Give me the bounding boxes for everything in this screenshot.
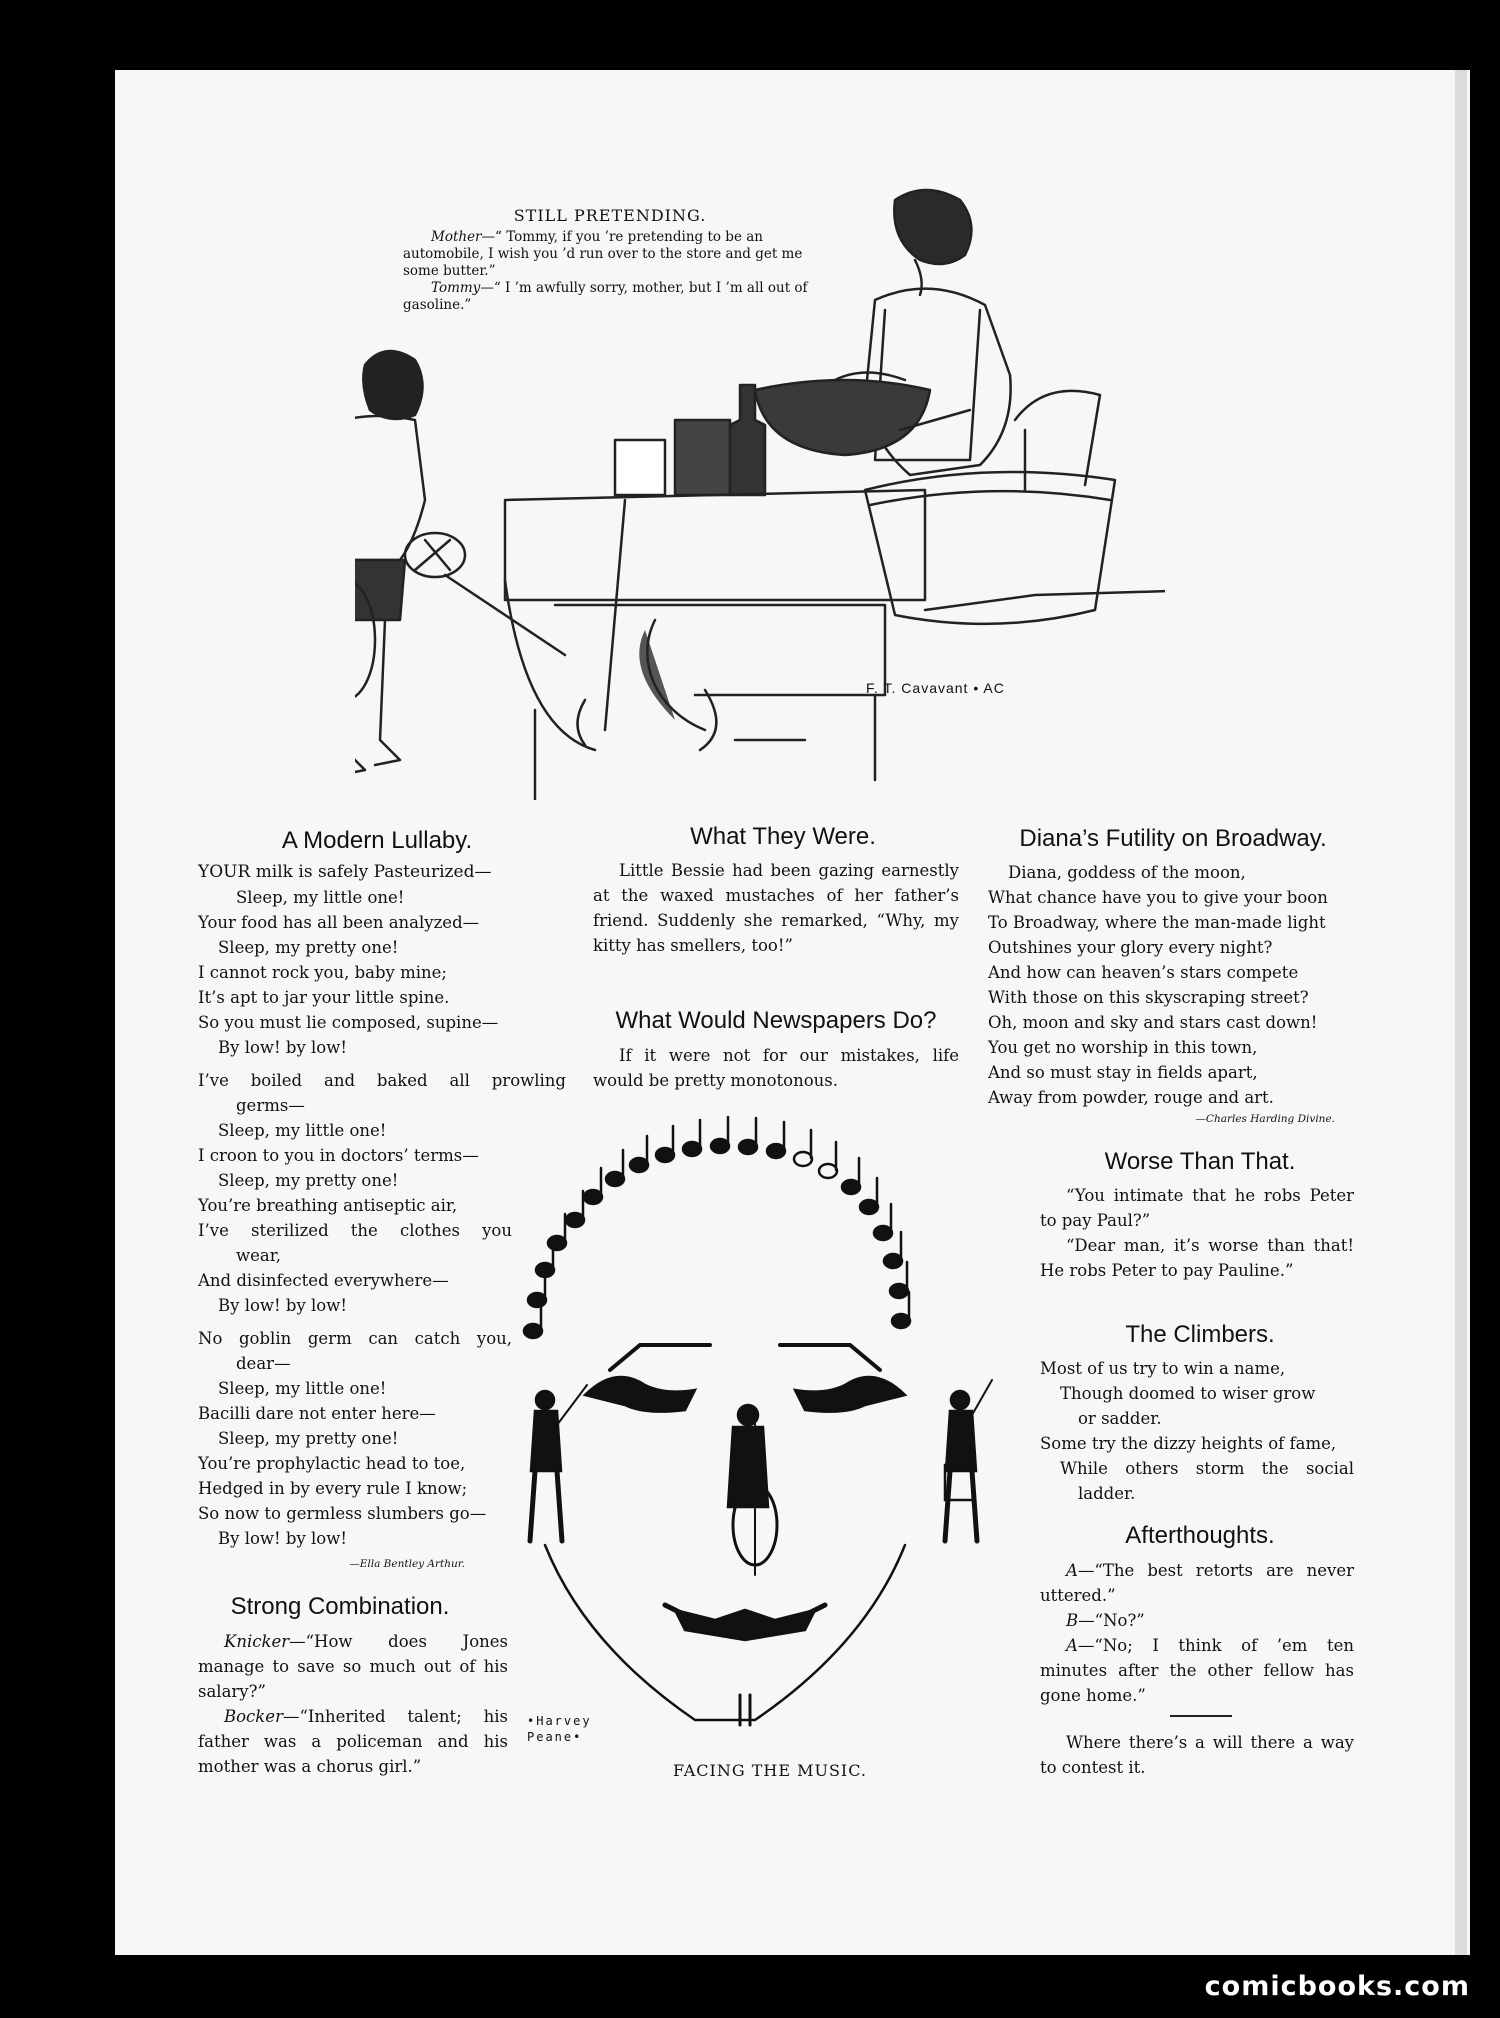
b-line: —“No?”	[1078, 1611, 1145, 1630]
newspapers-text	[593, 1043, 959, 1093]
climbers-line: Most of us try to win a name,	[1040, 1359, 1286, 1378]
still-pretending-illustration	[355, 180, 1165, 800]
lullaby-line: Sleep, my little one!	[218, 1121, 387, 1140]
climbers-title: The Climbers.	[1125, 1321, 1275, 1348]
afterthoughts-text	[1040, 1558, 1354, 1708]
diana-line: Outshines your glory every night?	[988, 938, 1273, 957]
were-text	[593, 858, 959, 958]
note-hair	[524, 1117, 910, 1338]
newspapers-title: What Would Newspapers Do?	[615, 1007, 937, 1034]
diana-line: Oh, moon and sky and stars cast down!	[988, 1013, 1318, 1032]
speaker-knicker: Knicker	[224, 1632, 290, 1651]
climbers-line: Some try the dizzy heights of fame,	[1040, 1434, 1337, 1453]
diana-title: Diana’s Futility on Broadway.	[1019, 825, 1327, 852]
lullaby-line: Your food has all been analyzed—	[198, 913, 480, 932]
lullaby-line: Sleep, my little one!	[218, 1379, 387, 1398]
worse-p1: “You intimate that he robs Peter to pay Paul?”	[1040, 1186, 1354, 1230]
speaker-a: A	[1066, 1636, 1078, 1655]
were-paragraph: Little Bessie had been gazing earnestly at the waxed mustaches of her father’s friend. Suddenly she remarked, “Why, my kitty has smellers, too!”	[593, 861, 959, 955]
worse-text	[1040, 1183, 1354, 1283]
were-title: What They Were.	[690, 823, 876, 850]
lullaby-line: I croon to you in doctors’ terms—	[198, 1146, 479, 1165]
page-edge	[1455, 70, 1467, 1955]
lullaby-line: dear—	[236, 1354, 291, 1373]
a-line-2: —“No; I think of ’em ten minutes after the other fellow has gone home.”	[1040, 1636, 1354, 1705]
will-text	[1040, 1730, 1354, 1780]
tommy-line: —“ I ’m awfully sorry, mother, but I ’m all out of gasoline.”	[403, 280, 808, 313]
worse-title: Worse Than That.	[1104, 1148, 1296, 1175]
artist-line: Peane•	[527, 1730, 583, 1744]
speaker-mother: Mother	[431, 229, 482, 245]
diana-poem	[988, 860, 1360, 1110]
lullaby-line: You’re breathing antiseptic air,	[198, 1196, 458, 1215]
speaker-b: B	[1066, 1611, 1079, 1630]
section-divider	[1170, 1715, 1232, 1717]
strong-title: Strong Combination.	[230, 1593, 450, 1620]
speaker-a: A	[1066, 1561, 1078, 1580]
diana-line: With those on this skyscraping street?	[988, 988, 1309, 1007]
climbers-poem	[1040, 1356, 1358, 1506]
illustration-signature: F. T. Cavavant • AC	[866, 680, 1005, 696]
lullaby-title: A Modern Lullaby.	[281, 827, 473, 854]
speaker-bocker: Bocker	[224, 1707, 283, 1726]
newspapers-paragraph: If it were not for our mistakes, life would be pretty monotonous.	[593, 1046, 959, 1090]
lullaby-line: And disinfected everywhere—	[198, 1271, 449, 1290]
lullaby-line: YOUR milk is safely Pasteurized—	[198, 862, 492, 882]
knicker-line: —“How does Jones manage to save so much out of his salary?”	[198, 1632, 508, 1701]
lullaby-line: I’ve boiled and baked all prowling	[198, 1071, 566, 1090]
climbers-line: ladder.	[1078, 1484, 1136, 1503]
lullaby-line: By low! by low!	[218, 1529, 347, 1548]
lullaby-line: germs—	[236, 1096, 305, 1115]
diana-line: You get no worship in this town,	[988, 1038, 1258, 1057]
lullaby-line: I cannot rock you, baby mine;	[198, 963, 447, 982]
diana-line: To Broadway, where the man-made light	[988, 913, 1326, 932]
lullaby-poem	[198, 860, 566, 1551]
bocker-line: —“Inherited talent; his father was a policeman and his mother was a chorus girl.”	[198, 1707, 508, 1776]
artist-line: •Harvey	[527, 1714, 592, 1728]
speaker-tommy: Tommy	[431, 280, 481, 296]
afterthoughts-title: Afterthoughts.	[1125, 1522, 1275, 1549]
diana-line: Diana, goddess of the moon,	[1008, 863, 1246, 882]
lullaby-line: Sleep, my little one!	[236, 888, 405, 907]
face-artist-signature	[527, 1713, 592, 1745]
facing-the-music-illustration	[515, 1115, 1035, 1735]
climbers-line: Though doomed to wiser grow	[1060, 1384, 1316, 1403]
lullaby-line: You’re prophylactic head to toe,	[198, 1454, 466, 1473]
lullaby-line: It’s apt to jar your little spine.	[198, 988, 450, 1007]
face-caption: FACING THE MUSIC.	[673, 1761, 867, 1780]
diana-attribution: —Charles Harding Divine.	[1195, 1113, 1335, 1125]
lullaby-line: wear,	[236, 1246, 282, 1265]
climbers-line: While others storm the social	[1060, 1459, 1354, 1478]
strong-text	[198, 1629, 508, 1779]
lullaby-line: Sleep, my pretty one!	[218, 1171, 399, 1190]
lullaby-line: I’ve sterilized the clothes you	[198, 1221, 512, 1240]
climbers-line: or sadder.	[1078, 1409, 1162, 1428]
site-watermark: comicbooks.com	[1204, 1971, 1470, 2002]
lullaby-line: By low! by low!	[218, 1038, 347, 1057]
diana-line: Away from powder, rouge and art.	[988, 1088, 1274, 1107]
a-line-1: —“The best retorts are never uttered.”	[1040, 1561, 1354, 1605]
lullaby-line: Hedged in by every rule I know;	[198, 1479, 468, 1498]
worse-p2: “Dear man, it’s worse than that! He robs Peter to pay Pauline.”	[1040, 1236, 1354, 1280]
illustration-title: STILL PRETENDING.	[513, 206, 707, 225]
diana-line: And so must stay in fields apart,	[988, 1063, 1258, 1082]
mother-line: —“ Tommy, if you ’re pretending to be an automobile, I wish you ’d run over to the store and get me some butter.”	[403, 229, 803, 279]
lullaby-line: So you must lie composed, supine—	[198, 1013, 499, 1032]
lullaby-line: Bacilli dare not enter here—	[198, 1404, 436, 1423]
lullaby-line: Sleep, my pretty one!	[218, 1429, 399, 1448]
diana-line: What chance have you to give your boon	[988, 888, 1328, 907]
lullaby-line: So now to germless slumbers go—	[198, 1504, 487, 1523]
lullaby-attribution: —Ella Bentley Arthur.	[349, 1558, 465, 1570]
lullaby-line: No goblin germ can catch you,	[198, 1329, 512, 1348]
lullaby-line: Sleep, my pretty one!	[218, 938, 399, 957]
will-paragraph: Where there’s a will there a way to contest it.	[1040, 1733, 1354, 1777]
lullaby-line: By low! by low!	[218, 1296, 347, 1315]
diana-line: And how can heaven’s stars compete	[988, 963, 1299, 982]
